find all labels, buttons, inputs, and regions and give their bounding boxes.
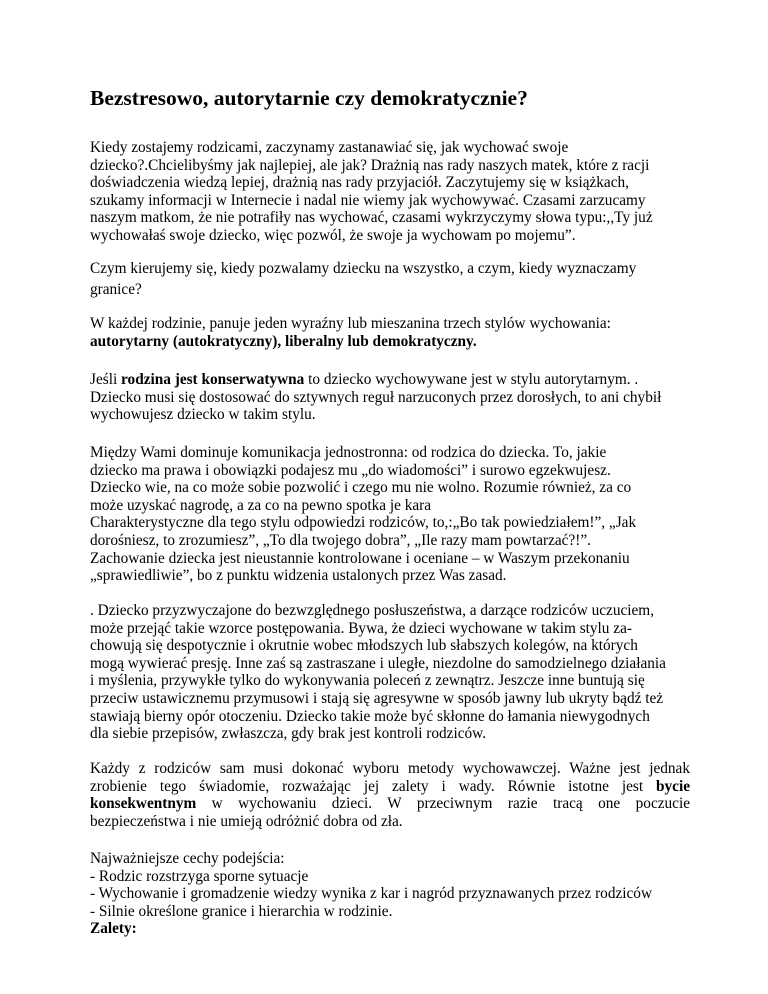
bold-bycie: bycie: [656, 777, 690, 795]
text-line: przeciw ustawicznemu przymusowi i stają się agresywne w sposób jawny lub ukryty bądź też: [90, 689, 664, 707]
heading-zalety: Zalety:: [90, 920, 137, 937]
text-fragment: w wychowaniu dzieci. W przeciwnym razie tracą one poczucie: [196, 795, 690, 813]
text-line: . Dziecko przyzwyczajone do bezwzględnego posłuszeństwa, a darzące rodziców uczuciem,: [90, 602, 655, 619]
text-line: dorośniesz, to zrozumiesz”, „To dla twojego dobra”, „Ile razy mam powtarzać?!”.: [90, 531, 591, 549]
text-line: wychowałaś swoje dziecko, więc pozwól, że swoje ja wychowam po mojemu”.: [90, 226, 576, 244]
text-line: [90, 795, 690, 813]
text-line: Charakterystyczne dla tego stylu odpowiedzi rodziców, to,:„Bo tak powiedziałem!”, „Jak: [90, 514, 637, 532]
bold-styles-list: autorytarny (autokratyczny), liberalny lub demokratyczny.: [90, 332, 477, 350]
text-line: Najważniejsze cechy podejścia:: [90, 850, 285, 867]
text-line: wychowujesz dziecko w takim stylu.: [90, 406, 316, 424]
text-line: Między Wami dominuje komunikacja jednostronna: od rodzica do dziecka. To, jakie: [90, 444, 607, 461]
paragraph-choice: [90, 760, 690, 830]
text-line: dziecko ma prawa i obowiązki podajesz mu „do wiadomości” i surowo egzekwujesz.: [90, 461, 611, 479]
text-line: Czym kierujemy się, kiedy pozwalamy dziecku na wszystko, a czym, kiedy wyznaczamy: [90, 260, 637, 277]
text-line: mogą wywierać presję. Inne zaś są zastraszane i uległe, niezdolne do samodzielnego działania: [90, 654, 666, 672]
text-line: bezpieczeństwa i nie umieją odróżnić dobra od zła.: [90, 812, 403, 830]
text-line: [90, 333, 611, 351]
paragraph-conservative: [90, 371, 661, 424]
text-line: stawiają bierny opór otoczeniu. Dziecko takie może być skłonne do łamania niewygodnych: [90, 707, 650, 725]
bold-conservative: rodzina jest konserwatywna: [121, 371, 305, 388]
text-line: [90, 778, 690, 796]
text-line: Dziecko wie, na co może sobie pozwolić i czego mu nie wolno. Rozumie również, za co: [90, 479, 632, 497]
text-line: naszym matkom, że nie potrafiły nas wychować, czasami wykrzyczymy słowa typu:,,Ty już: [90, 209, 653, 227]
text-line: może uzyskać nagrodę, a za co na pewno spotka je kara: [90, 496, 432, 514]
text-line: Zachowanie dziecka jest nieustannie kontrolowane i oceniane – w Waszym przekonaniu: [90, 549, 630, 567]
list-item: - Silnie określone granice i hierarchia w rodzinie.: [90, 902, 393, 920]
text-fragment: Jeśli: [90, 371, 122, 388]
text-line: doświadczenia wiedzą lepiej, drażnią nas rady przyjaciół. Zaczytujemy się w książkach,: [90, 174, 629, 192]
list-item: - Wychowanie i gromadzenie wiedzy wynika z kar i nagród przyznawanych przez rodziców: [90, 885, 652, 903]
paragraph-styles: [90, 315, 611, 350]
bold-konsekwentnym: konsekwentnym: [90, 795, 197, 813]
paragraph-question: [90, 258, 636, 300]
text-line: Każdy z rodziców sam musi dokonać wyboru metody wychowawczej. Ważne jest jednak: [90, 760, 690, 777]
page-title: Bezstresowo, autorytarnie czy demokratycznie?: [90, 86, 528, 110]
text-line: [90, 371, 661, 389]
paragraph-intro: [90, 139, 653, 245]
text-line: szukamy informacji w Internecie i nadal nie wiemy jak wychowywać. Czasami zarzucamy: [90, 191, 646, 209]
text-line: granice?: [90, 281, 142, 298]
text-line: Dziecko musi się dostosować do sztywnych reguł narzuconych przez dorosłych, to ani chybił: [90, 388, 662, 406]
paragraph-features: [90, 850, 652, 920]
list-item: - Rodzic rozstrzyga sporne sytuacje: [90, 867, 309, 885]
paragraph-effects: [90, 602, 666, 743]
text-fragment: to dziecko wychowywane jest w stylu autorytarnym. .: [304, 371, 639, 388]
text-line: dziecko?.Chcielibyśmy jak najlepiej, ale jak? Drażnią nas rady naszych matek, które z racji: [90, 156, 650, 174]
text-line: może przejąć takie wzorce postępowania. Bywa, że dzieci wychowane w takim stylu za-: [90, 619, 632, 637]
paragraph-communication: [90, 444, 636, 585]
text-line: W każdej rodzinie, panuje jeden wyraźny lub mieszanina trzech stylów wychowania:: [90, 315, 611, 332]
text-line: Kiedy zostajemy rodzicami, zaczynamy zastanawiać się, jak wychować swoje: [90, 139, 569, 156]
text-line: chowują się despotycznie i okrutnie wobec młodszych lub słabszych kolegów, na których: [90, 637, 638, 655]
text-line: i myślenia, przywykłe tylko do wykonywania poleceń z zewnątrz. Jeszcze inne buntują się: [90, 672, 645, 690]
text-line: dla siebie przepisów, zwłaszcza, gdy brak jest kontroli rodziców.: [90, 725, 487, 743]
text-fragment: zrobienie tego świadomie, rozważając jej zalety i wady. Równie istotne jest: [90, 777, 656, 795]
text-line: „sprawiedliwie”, bo z punktu widzenia ustalonych przez Was zasad.: [90, 567, 507, 585]
